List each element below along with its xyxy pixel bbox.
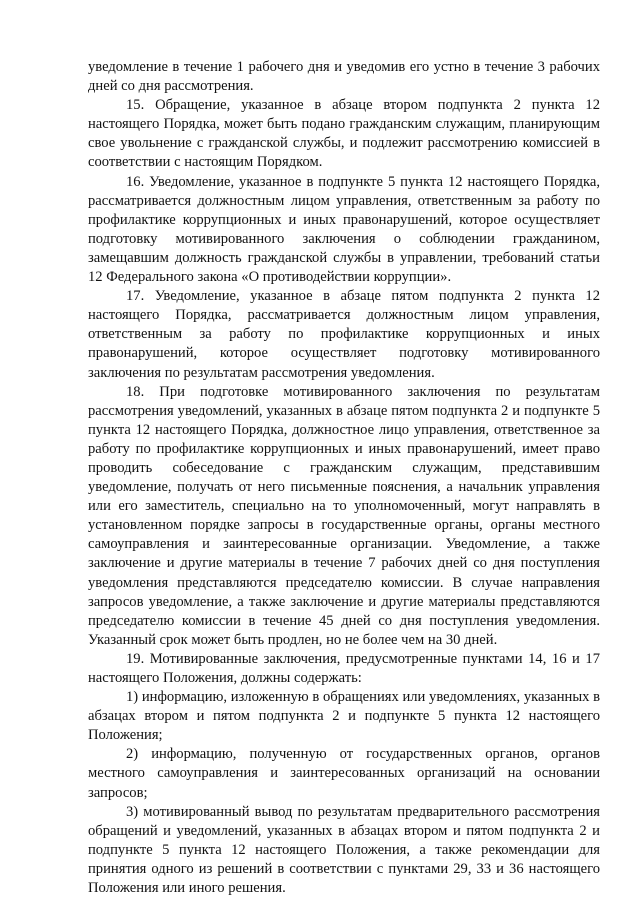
document-page — [88, 58, 600, 898]
paragraph-subitem-3: 3) мотивированный вывод по результатам предварительного рассмотрения обращений и уведомлений, указанных в абзацах втором и пятом подпункта 2 и подпункте 5 пункта 12 настоящего Положения, а также рекомендации для принятия одного из решений в соответствии с пунктами 29, 33 и 36 настоящего Положения или иного решения. — [88, 803, 600, 897]
paragraph-item-15: 15. Обращение, указанное в абзаце втором подпункта 2 пункта 12 настоящего Порядка, может быть подано гражданским служащим, планирующим свое увольнение с гражданской службы, и подлежит рассмотрению комиссией в соответствии с настоящим Порядком. — [88, 97, 600, 171]
paragraph-subitem-1: 1) информацию, изложенную в обращениях или уведомлениях, указанных в абзацах втором и пятом подпункта 2 и подпункте 5 пункта 12 настоящего Положения; — [88, 689, 600, 744]
paragraph-continuation: уведомление в течение 1 рабочего дня и уведомив его устно в течение 3 рабочих дней со дня рассмотрения. — [88, 59, 600, 95]
paragraph-subitem-2: 2) информацию, полученную от государственных органов, органов местного самоуправления и заинтересованных организаций на основании запросов; — [88, 746, 600, 801]
paragraph-item-17: 17. Уведомление, указанное в абзаце пятом подпункта 2 пункта 12 настоящего Порядка, рассматривается должностным лицом управления, ответственным за работу по профилактике коррупционных и иных правонарушений, которое осуществляет подготовку мотивированного заключения по результатам рассмотрения уведомления. — [88, 288, 600, 381]
paragraph-item-18: 18. При подготовке мотивированного заключения по результатам рассмотрения уведомлений, указанных в абзаце пятом подпункта 2 и подпункте 5 пункта 12 настоящего Порядка, должностное лицо управления, ответственное за работу по профилактике коррупционных и иных правонарушений, имеет право проводить собеседование с гражданским служащим, представившим уведомление, получать от него письменные пояснения, а начальник управления или его заместитель, специально на то уполномоченный, могут направлять в установленном порядке запросы в государственные органы, органы местного самоуправления и заинтересованные организации. Уведомление, а также заключение и другие материалы в течение 7 рабочих дней со дня поступления уведомления представляются председателю комиссии. В случае направления запросов уведомление, а также заключение и другие материалы представляются председателю комиссии в течение 45 дней со дня поступления уведомления. Указанный срок может быть продлен, но не более чем на 30 дней. — [88, 383, 600, 648]
paragraph-item-16: 16. Уведомление, указанное в подпункте 5 пункта 12 настоящего Порядка, рассматривается должностным лицом управления, ответственным за работу по профилактике коррупционных и иных правонарушений, которое осуществляет подготовку мотивированного заключения о соблюдении гражданином, замещавшим должность гражданской службы в управлении, требований статьи 12 Федерального закона «О противодействии коррупции». — [88, 173, 600, 286]
paragraph-item-19: 19. Мотивированные заключения, предусмотренные пунктами 14, 16 и 17 настоящего Положения, должны содержать: — [88, 650, 600, 686]
